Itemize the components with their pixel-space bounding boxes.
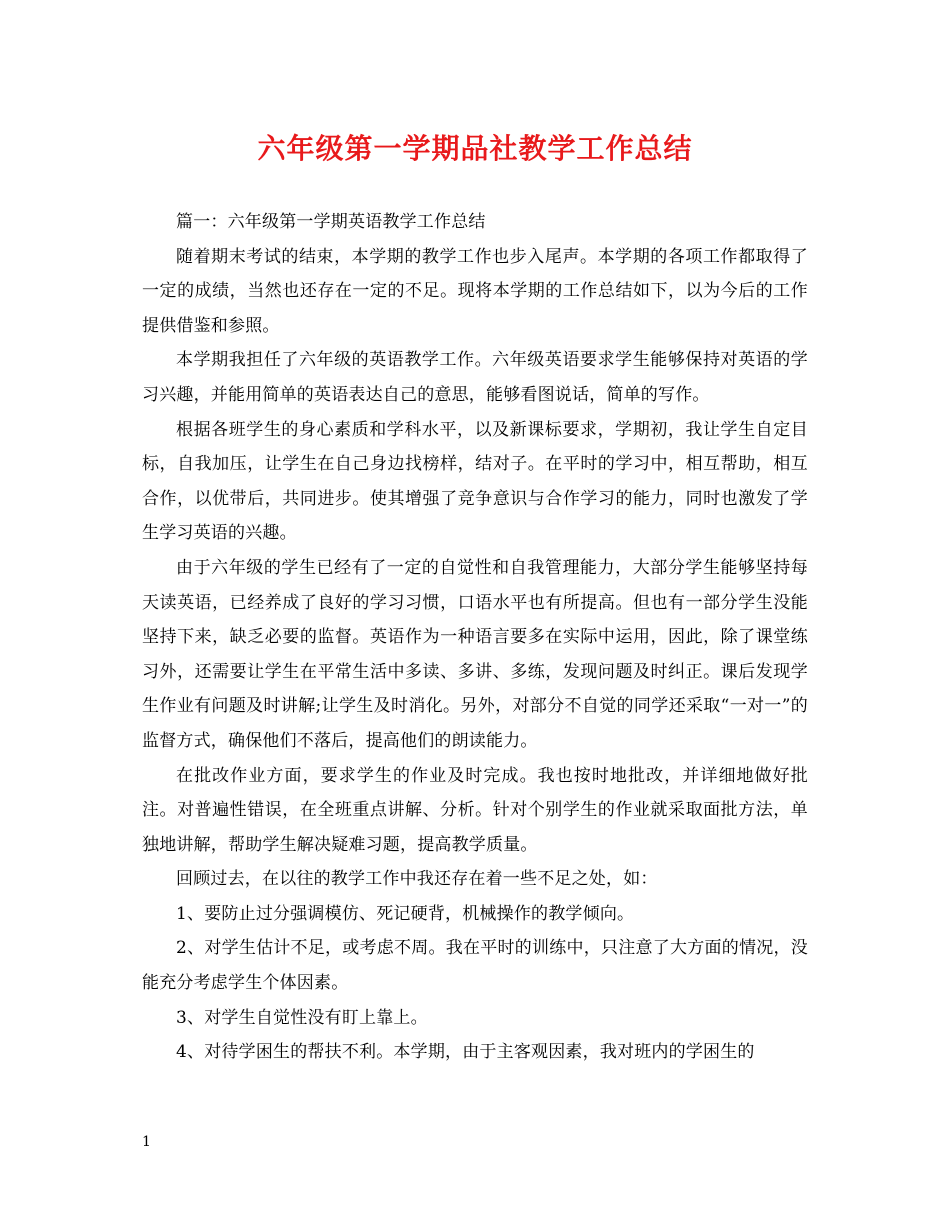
paragraph-shortcomings-intro: 回顾过去，在以往的教学工作中我还存在着一些不足之处，如：: [176, 869, 658, 890]
paragraph-self-management: 由于六年级的学生已经有了一定的自觉性和自我管理能力，大部分学生能够坚持每天读英语，已经养成了良好的学习习惯，口语水平也有所提高。但也有一部分学生没能坚持下来，缺乏必要的监督。英语作为一种语言要多在实际中运用，因此，除了课堂练习外，还需要让学生在平常生活中多读、多讲、多练，发现问题及时纠正。课后发现学生作业有问题及时讲解;让学生及时消化。另外，对部分不自觉的同学还采取“一对一”的监督方式，确保他们不落后，提高他们的朗读能力。: [142, 557, 808, 751]
paragraph-teaching-duty: 本学期我担任了六年级的英语教学工作。六年级英语要求学生能够保持对英语的学习兴趣，并能用简单的英语表达自己的意思，能够看图说话，简单的写作。: [142, 350, 808, 405]
page-number: 1: [142, 1134, 151, 1150]
document-body: [142, 205, 808, 1070]
paragraph-section-heading: 篇一：六年级第一学期英语教学工作总结: [176, 212, 486, 232]
document-title: 六年级第一学期品社教学工作总结: [257, 132, 693, 165]
list-item-2: 2、对学生估计不足，或考虑不周。我在平时的训练中，只注意了大方面的情况，没能充分考虑学生个体因素。: [142, 938, 808, 994]
list-item-3: 3、对学生自觉性没有盯上靠上。: [176, 1007, 428, 1028]
list-item-4: 4、对待学困生的帮扶不利。本学期，由于主客观因素，我对班内的学困生的: [176, 1042, 755, 1063]
paragraph-homework: 在批改作业方面，要求学生的作业及时完成。我也按时地批改，并详细地做好批注。对普遍性错误，在全班重点讲解、分析。针对个别学生的作业就采取面批方法，单独地讲解，帮助学生解决疑难习题，提高教学质量。: [142, 765, 808, 855]
paragraph-intro: 随着期末考试的结束，本学期的教学工作也步入尾声。本学期的各项工作都取得了一定的成绩，当然也还存在一定的不足。现将本学期的工作总结如下，以为今后的工作提供借鉴和参照。: [142, 246, 808, 336]
paragraph-goal-setting: 根据各班学生的身心素质和学科水平，以及新课标要求，学期初，我让学生自定目标，自我加压，让学生在自己身边找榜样，结对子。在平时的学习中，相互帮助，相互合作，以优带后，共同进步。使其增强了竞争意识与合作学习的能力，同时也激发了学生学习英语的兴趣。: [142, 419, 808, 544]
list-item-1: 1、要防止过分强调模仿、死记硬背，机械操作的教学倾向。: [176, 903, 635, 924]
